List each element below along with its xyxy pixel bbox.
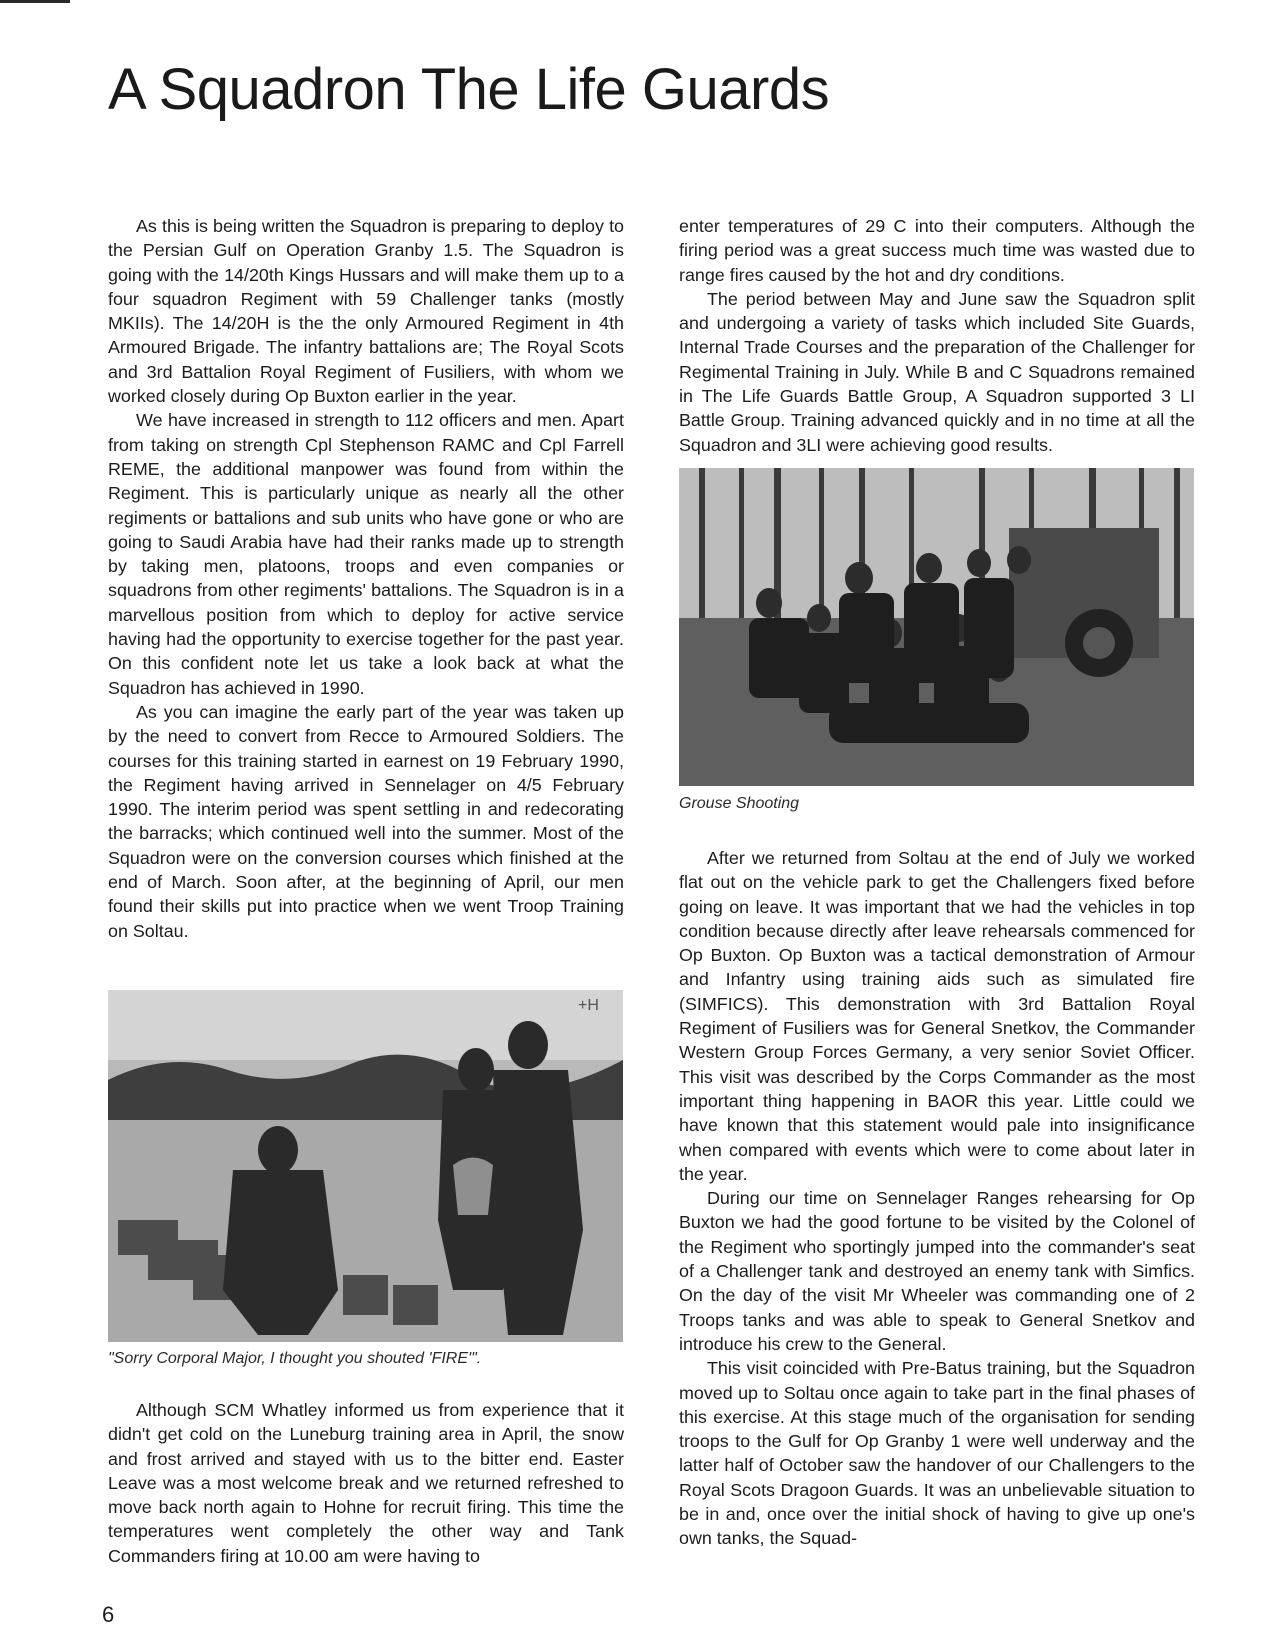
page-title: A Squadron The Life Guards (108, 57, 830, 122)
fire-image (108, 990, 623, 1342)
page-number: 6 (102, 1602, 115, 1627)
paragraph: This visit coincided with Pre-Batus training, but the Squadron moved up to Soltau once again to take part in the final phases of this exercise. At this stage much of the organisation for sending troops to the Gulf for Op Granby 1 were well underway and the latter half of October saw the handover of our Challengers to the Royal Scots Dragoon Guards. It was an unbelievable situation to be in and, once over the initial shock of having to give up one's own tanks, the Squad- (679, 1358, 1195, 1549)
paragraph: The period between May and June saw the Squadron split and undergoing a variety of tasks which included Site Guards, Internal Trade Courses and the preparation of the Challenger for Regimental Training in July. While B and C Squadrons remained in The Life Guards Battle Group, A Squadron supported 3 LI Battle Group. Training advanced quickly and in no time at all the Squadron and 3LI were achieving good results. (679, 288, 1195, 455)
photo-marking: +H (578, 997, 599, 1014)
right-column-upper (679, 214, 1195, 457)
paragraph: As you can imagine the early part of the year was taken up by the need to convert from Recce to Armoured Soldiers. The courses for this training started in earnest on 19 February 1990, the Regiment having arrived in Sennelager on 4/5 February 1990. The interim period was spent settling in and redecorating the barracks; which continued well into the summer. Most of the Squadron were on the conversion courses which finished at the end of March. Soon after, at the beginning of April, our men found their skills put into practice when we went Troop Training on Soltau. (108, 701, 624, 941)
paragraph: After we returned from Soltau at the end of July we worked flat out on the vehicle park to get the Challengers fixed before going on leave. It was important that we had the vehicles in top condition because directly after leave rehearsals commenced for Op Buxton. Op Buxton was a tactical demonstration of Armour and Infantry using training aids such as simulated fire (SIMFICS). This demonstration with 3rd Battalion Royal Regiment of Fusiliers was for General Snetkov, the Commander Western Group Forces Germany, a very senior Soviet Officer. This visit was described by the Corps Commander as the most important thing happening in BAOR this year. Little could we have known that this statement would pale into insignificance when compared with events which were to come about later in the year. (679, 848, 1195, 1184)
paragraph: We have increased in strength to 112 officers and men. Apart from taking on strength Cpl Stephenson RAMC and Cpl Farrell REME, the additional manpower was found from within the Regiment. This is particularly unique as nearly all the other regiments or battalions and sub units who have gone or who are going to Saudi Arabia have had their ranks made up to strength by taking men, platoons, troops and even companies or squadrons from other regiments' battalions. The Squadron is in a marvellous position from which to deploy for active service having had the opportunity to exercise together for the past year. On this confident note let us take a look back at what the Squadron has achieved in 1990. (108, 410, 624, 698)
grouse-shooting-image (679, 468, 1194, 786)
left-column-lower (108, 1398, 624, 1568)
paragraph: enter temperatures of 29 C into their computers. Although the firing period was a great success much time was wasted due to range fires caused by the hot and dry conditions. (679, 216, 1195, 285)
top-rule (0, 0, 70, 3)
left-column-upper (108, 214, 624, 943)
paragraph: As this is being written the Squadron is preparing to deploy to the Persian Gulf on Operation Granby 1.5. The Squadron is going with the 14/20th Kings Hussars and will make them up to a four squadron Regiment with 59 Challenger tanks (mostly MKIIs). The 14/20H is the the only Armoured Regiment in 4th Armoured Brigade. The infantry battalions are; The Royal Scots and 3rd Battalion Royal Regiment of Fusiliers, with whom we worked closely during Op Buxton earlier in the year. (108, 216, 624, 407)
grouse-photo-caption: Grouse Shooting (679, 795, 800, 812)
grouse-shooting-photo (679, 468, 1194, 786)
right-column-lower (679, 846, 1195, 1551)
paragraph: During our time on Sennelager Ranges rehearsing for Op Buxton we had the good fortune to be visited by the Colonel of the Regiment who sportingly jumped into the commander's seat of a Challenger tank and destroyed an enemy tank with Simfics. On the day of the visit Mr Wheeler was commanding one of 2 Troops tanks and was able to speak to General Snetkov and introduce his crew to the General. (679, 1188, 1195, 1354)
paragraph: Although SCM Whatley informed us from experience that it didn't get cold on the Luneburg training area in April, the snow and frost arrived and stayed with us to the bitter end. Easter Leave was a most welcome break and we returned refreshed to move back north again to Hohne for recruit firing. This time the temperatures went completely the other way and Tank Commanders firing at 10.00 am were having to (108, 1400, 624, 1566)
fire-photo (108, 990, 623, 1342)
fire-photo-caption: "Sorry Corporal Major, I thought you shouted 'FIRE'". (108, 1350, 482, 1367)
